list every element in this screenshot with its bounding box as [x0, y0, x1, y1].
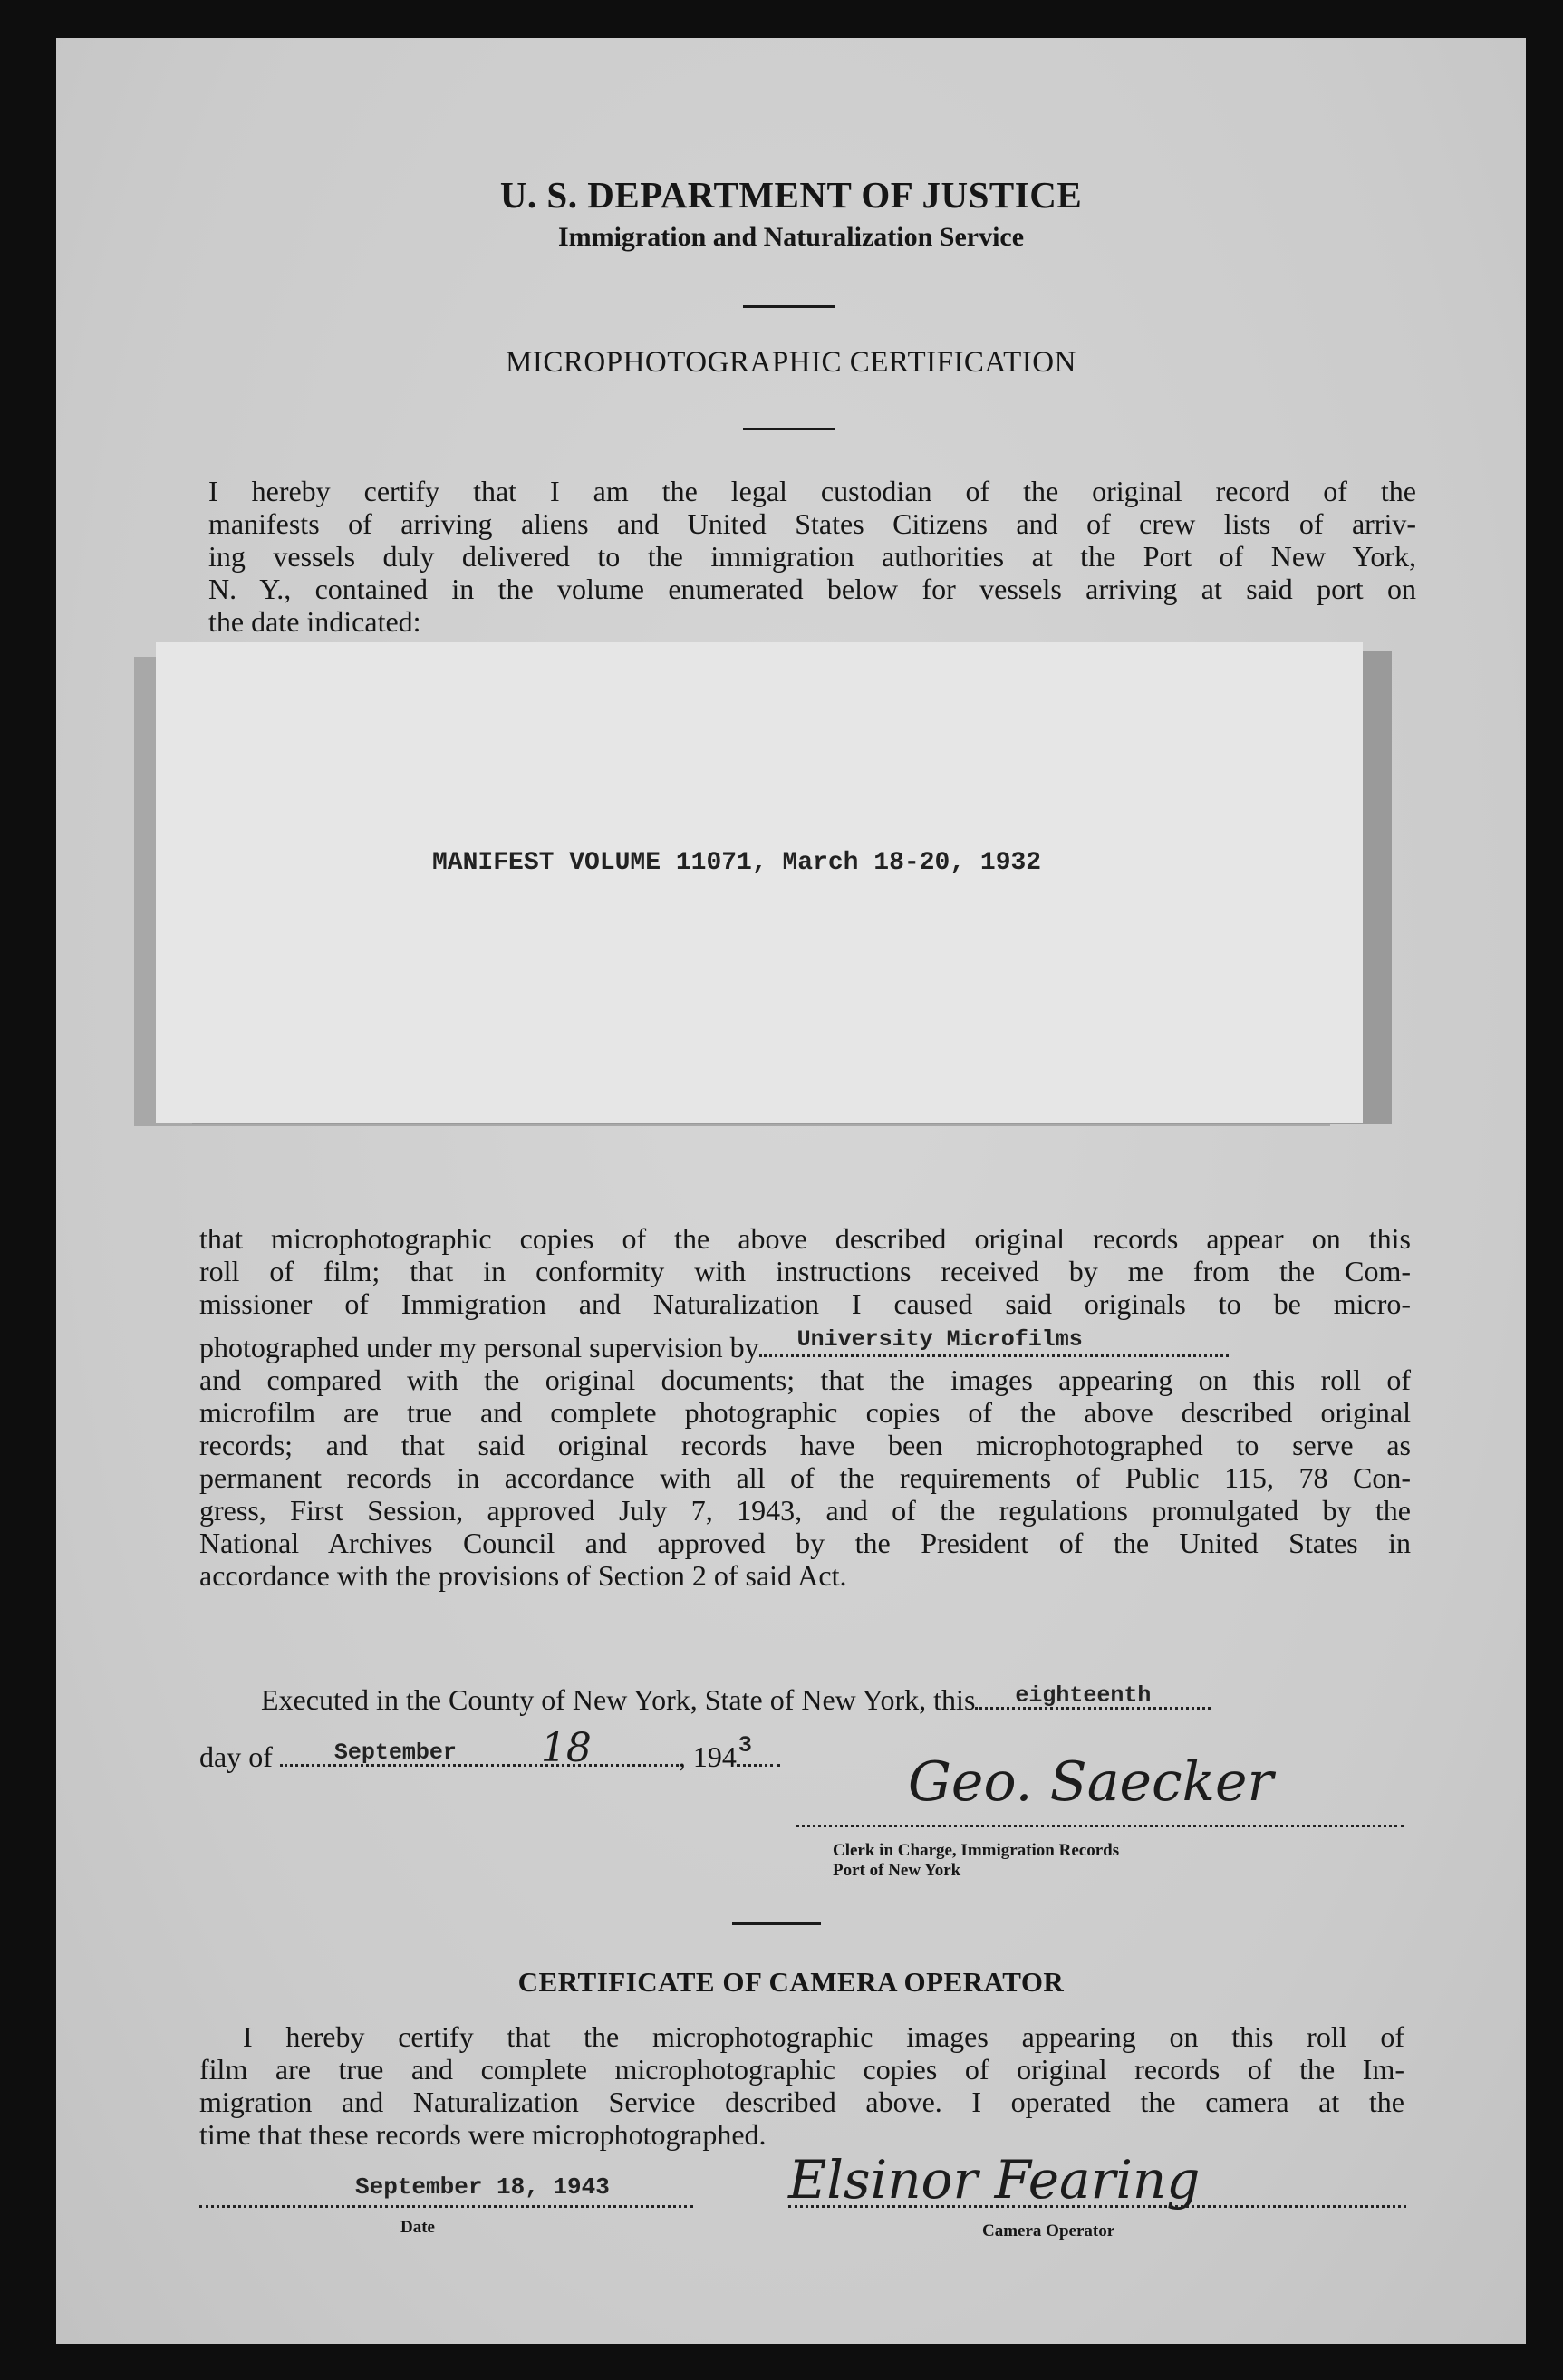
text-line: I hereby certify that the microphotographic images appearing on this roll of — [243, 2020, 1404, 2053]
clerk-signature: Geo. Saecker — [908, 1750, 1274, 1814]
text-line: ing vessels duly delivered to the immigration authorities at the Port of New York, — [208, 540, 1416, 573]
supervision-value: University Microfilms — [796, 1326, 1083, 1353]
clerk-title — [833, 1841, 1119, 1881]
text-line: time that these records were microphotographed. — [199, 2118, 767, 2151]
text-line: migration and Naturalization Service described above. I operated the camera at the — [199, 2086, 1404, 2118]
text-line: accordance with the provisions of Section 2 of said Act. — [199, 1559, 847, 1592]
day-of-label: day of — [199, 1740, 273, 1773]
service-subheading: Immigration and Naturalization Service — [557, 222, 1025, 252]
text-line: I hereby certify that I am the legal custodian of the original record of the — [208, 475, 1416, 507]
executed-line — [261, 1680, 1211, 1717]
text-line: gress, First Session, approved July 7, 1943, and of the regulations promulgated by the — [199, 1494, 1411, 1527]
date-signature-line — [199, 2205, 693, 2208]
clerk-title-line1: Clerk in Charge, Immigration Records — [833, 1841, 1120, 1860]
text-line: and compared with the original documents; that the images appearing on this roll of — [199, 1363, 1411, 1396]
date-line — [199, 1725, 780, 1774]
text-line: the date indicated: — [208, 605, 421, 638]
clerk-title-line2: Port of New York — [833, 1861, 961, 1880]
supervision-field — [759, 1327, 1229, 1357]
text-line: manifests of arriving aliens and United States Citizens and of crew lists of arriv- — [208, 507, 1416, 540]
text-line: that microphotographic copies of the above described original records appear on this — [199, 1222, 1411, 1255]
intro-paragraph — [208, 475, 1416, 638]
day-field — [975, 1680, 1211, 1710]
year-field — [737, 1732, 780, 1767]
year-value: 3 — [738, 1732, 752, 1759]
camera-operator-label: Camera Operator — [982, 2221, 1115, 2240]
executed-prefix: Executed in the County of New York, State of New York, this — [261, 1683, 976, 1716]
year-prefix: , 194 — [678, 1740, 737, 1773]
divider — [732, 1922, 821, 1925]
text-line: N. Y., contained in the volume enumerated below for vessels arriving at said port on — [208, 573, 1416, 605]
operator-signature-line — [788, 2205, 1406, 2208]
manifest-volume-label: MANIFEST VOLUME 11071, March 18-20, 1932 — [432, 849, 1042, 877]
text-line: permanent records in accordance with all of the requirements of Public 115, 78 Con- — [199, 1461, 1411, 1494]
body-paragraph — [199, 1222, 1411, 1592]
supervision-line — [199, 1327, 1411, 1363]
handwritten-day: 18 — [540, 1725, 592, 1771]
volume-card — [156, 642, 1363, 1123]
supervision-prefix: photographed under my personal supervision by — [199, 1331, 759, 1363]
text-line: film are true and complete microphotographic copies of original records of the Im- — [199, 2053, 1404, 2086]
text-line: microfilm are true and complete photographic copies of the above described original — [199, 1396, 1411, 1429]
text-line: records; and that said original records have been microphotographed to serve as — [199, 1429, 1411, 1461]
certificate-page — [56, 38, 1526, 2344]
date-label: Date — [400, 2218, 435, 2237]
text-line: missioner of Immigration and Naturalization I caused said originals to be micro- — [199, 1287, 1411, 1320]
camera-operator-signature: Elsinor Fearing — [788, 2149, 1201, 2211]
camera-certificate-title: CERTIFICATE OF CAMERA OPERATOR — [517, 1966, 1065, 1998]
text-line: roll of film; that in conformity with instructions received by me from the Com- — [199, 1255, 1411, 1287]
department-heading: U. S. DEPARTMENT OF JUSTICE — [499, 174, 1083, 216]
text-line: National Archives Council and approved by the President of the United States in — [199, 1527, 1411, 1559]
clerk-signature-line — [796, 1825, 1404, 1827]
day-value: eighteenth — [1015, 1682, 1152, 1709]
camera-date-value: September 18, 1943 — [355, 2173, 610, 2201]
divider — [743, 428, 835, 430]
camera-paragraph — [199, 2020, 1404, 2151]
divider — [743, 305, 835, 308]
certification-title: MICROPHOTOGRAPHIC CERTIFICATION — [506, 346, 1076, 379]
month-field — [280, 1725, 679, 1771]
month-value: September — [333, 1739, 457, 1766]
